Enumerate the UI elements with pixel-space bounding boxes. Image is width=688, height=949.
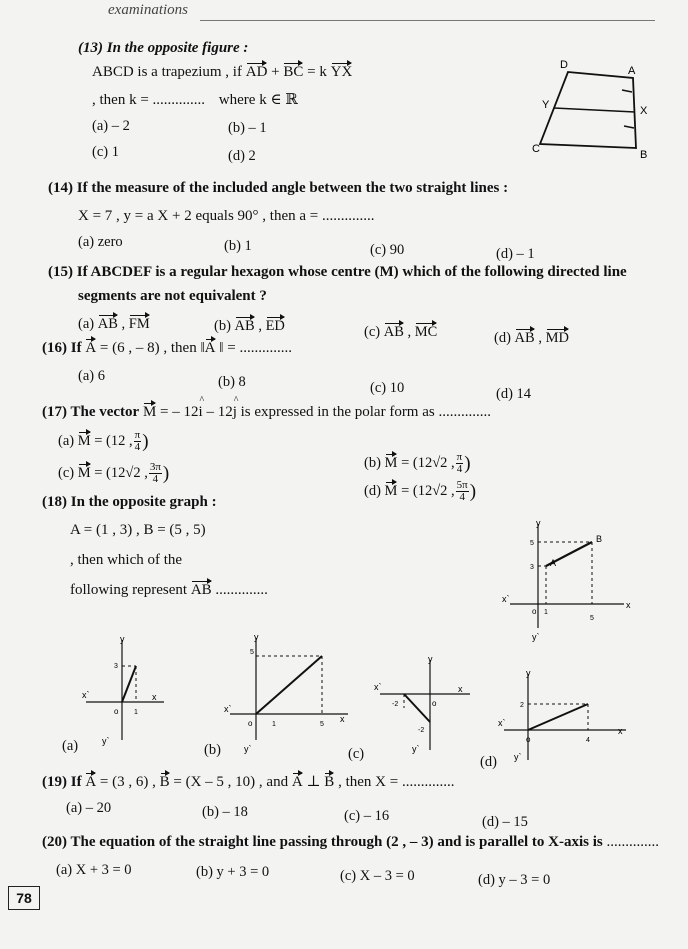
- axis-y: y: [428, 654, 433, 664]
- tick-1: 1: [134, 709, 138, 716]
- frac-num: π: [456, 451, 463, 463]
- q18-option-b-graph[interactable]: [216, 630, 356, 758]
- label-x: X: [640, 105, 648, 117]
- label-y: Y: [542, 99, 550, 111]
- q13-title: In the opposite figure :: [106, 40, 249, 56]
- q18-eq: A = (1 , 3) , B = (5 , 5): [70, 522, 206, 538]
- frac-num: 3π: [149, 461, 161, 473]
- fraction: [149, 462, 162, 485]
- q13-heading: [78, 40, 248, 57]
- vector-bc: BC: [283, 64, 304, 80]
- frac-den: 4: [459, 491, 465, 503]
- q15-text2: segments are not equivalent ?: [78, 288, 267, 304]
- vector: AB: [383, 324, 404, 340]
- option-label: (d): [494, 330, 511, 346]
- q20-option-b[interactable]: (b) y + 3 = 0: [196, 864, 270, 880]
- vector-m: M: [384, 482, 398, 499]
- q13-then: , then k =: [92, 92, 149, 108]
- vector: AB: [97, 316, 118, 332]
- option-label: (b): [364, 454, 381, 471]
- q13-option-a[interactable]: (a) – 2: [92, 118, 130, 134]
- origin: o: [532, 607, 537, 616]
- q16-line: [42, 340, 292, 357]
- q18-option-a-label[interactable]: (a): [62, 738, 79, 754]
- answer-blank[interactable]: ..............: [152, 92, 206, 108]
- q18-main-graph: [496, 516, 646, 644]
- axis-xp: x`: [224, 704, 232, 714]
- axis-y: y: [254, 632, 259, 642]
- tick-1: 1: [272, 721, 276, 728]
- q17-option-c[interactable]: [58, 462, 169, 485]
- vector-ad: AD: [245, 64, 268, 80]
- option-text: = (12√2 ,: [94, 464, 148, 481]
- q18-line2: , then which of the: [70, 552, 183, 568]
- q16-number: (16) If: [42, 340, 82, 356]
- option-label: (a): [58, 432, 75, 449]
- vector-a: A: [204, 340, 216, 356]
- vector: MC: [414, 324, 438, 340]
- q16-option-b[interactable]: (b) 8: [218, 374, 246, 390]
- axis-xp: x`: [82, 690, 90, 700]
- unit-j: ^ j: [233, 404, 237, 421]
- plus-sign: +: [271, 64, 280, 80]
- point-a: A: [550, 558, 557, 568]
- q18-option-d-label[interactable]: (d): [480, 754, 497, 770]
- axis-xp: x`: [498, 718, 506, 728]
- q13-line1: [92, 64, 352, 81]
- q18-line3: [70, 582, 268, 599]
- q13-line2: [92, 90, 298, 109]
- axis-x: x: [152, 692, 157, 702]
- q14-option-b[interactable]: (b) 1: [224, 238, 252, 254]
- option-label: (c): [364, 324, 381, 340]
- page-header: examinations: [108, 2, 188, 18]
- q19-option-a[interactable]: (a) – 20: [66, 800, 112, 816]
- q16-option-a[interactable]: (a) 6: [78, 368, 105, 384]
- q15-option-b[interactable]: [214, 318, 285, 335]
- tick-5y: 5: [530, 540, 534, 547]
- perpendicular-symbol: ⊥: [306, 774, 321, 790]
- option-text: = (12√2 ,: [401, 482, 455, 499]
- axis-x: x: [626, 600, 631, 610]
- vector-m: M: [142, 404, 157, 420]
- axis-yp: y`: [514, 752, 522, 762]
- comma: ,: [407, 324, 412, 340]
- tick-2: 2: [520, 702, 524, 709]
- axis-x: x: [458, 684, 463, 694]
- q13-option-c[interactable]: (c) 1: [92, 144, 119, 160]
- q13-option-b[interactable]: (b) – 1: [228, 120, 267, 136]
- q20-option-c[interactable]: (c) X – 3 = 0: [340, 868, 415, 884]
- q19-post: , then X =: [338, 774, 399, 790]
- close-paren: ): [464, 452, 471, 474]
- q17-mid: – 12: [206, 404, 233, 420]
- trapezium-figure: [528, 54, 678, 164]
- q16-eq: = (6 , – 8) , then ‖: [99, 340, 205, 356]
- q19-option-d[interactable]: (d) – 15: [482, 814, 528, 830]
- q20-text: (20) The equation of the straight line passing through (2 , – 3) and is parallel to X-axis is: [42, 834, 603, 850]
- vector: AB: [514, 330, 535, 346]
- tick-3: 3: [530, 564, 534, 571]
- unit-i: ^ i: [199, 404, 203, 421]
- vector-a: A: [85, 340, 97, 356]
- tick-neg2-x: -2: [392, 701, 399, 708]
- vector: AB: [234, 318, 255, 334]
- label-a: A: [628, 65, 636, 77]
- q19-mid2: = (X – 5 , 10) , and: [173, 774, 289, 790]
- tick-4: 4: [586, 737, 590, 744]
- answer-blank[interactable]: ..............: [215, 582, 268, 598]
- q19-option-b[interactable]: (b) – 18: [202, 804, 248, 820]
- q15-option-d[interactable]: [494, 330, 569, 347]
- close-paren: ): [142, 430, 149, 452]
- q19-option-c[interactable]: (c) – 16: [344, 808, 390, 824]
- q14-eq2: y = a X + 2: [123, 208, 192, 224]
- q18-option-c-label[interactable]: (c): [348, 746, 365, 762]
- origin: o: [248, 719, 253, 728]
- axis-x: x: [340, 714, 345, 724]
- q17-line: [42, 404, 491, 421]
- axis-yp: y`: [412, 744, 420, 754]
- axis-xp: x`: [374, 682, 382, 692]
- option-label: (a): [78, 316, 95, 332]
- q16-option-d[interactable]: (d) 14: [496, 386, 532, 402]
- option-label: (b): [214, 318, 231, 334]
- q18-option-b-label[interactable]: (b): [204, 742, 221, 758]
- equals-k: = k: [307, 64, 327, 80]
- vector-yx: YX: [330, 64, 353, 80]
- vector: MD: [545, 330, 569, 346]
- axis-y: y: [536, 518, 541, 528]
- close-paren: ): [469, 480, 477, 502]
- q14-sep: ,: [116, 208, 120, 224]
- q14-text2: equals 90° , then a =: [195, 208, 319, 224]
- label-c: C: [532, 143, 540, 155]
- q13-text: ABCD is a trapezium , if: [92, 64, 242, 80]
- vector: ED: [265, 318, 285, 334]
- origin: o: [432, 699, 437, 708]
- q18-option-c-graph[interactable]: [364, 652, 484, 760]
- origin: o: [526, 735, 531, 744]
- vector-a: A: [85, 774, 97, 790]
- frac-num: π: [134, 429, 141, 441]
- vector: FM: [128, 316, 150, 332]
- vector-a: A: [291, 774, 303, 790]
- axis-xp: x`: [502, 594, 510, 604]
- vector-ab: AB: [190, 582, 212, 598]
- axis-yp: y`: [532, 632, 540, 642]
- axis-y: y: [526, 668, 531, 678]
- label-d: D: [560, 59, 568, 71]
- answer-blank[interactable]: ..............: [239, 340, 292, 356]
- vector-b: B: [324, 774, 335, 790]
- vector-b: B: [159, 774, 170, 790]
- q20-option-a[interactable]: (a) X + 3 = 0: [56, 862, 132, 878]
- axis-x: x: [618, 726, 623, 736]
- q15-option-a[interactable]: [78, 316, 150, 333]
- q13-option-d[interactable]: (d) 2: [228, 148, 256, 164]
- comma: ,: [121, 316, 126, 332]
- tick-5: 5: [320, 721, 324, 728]
- q17-post: is expressed in the polar form as: [240, 404, 435, 420]
- q13-where: where k ∈ ℝ: [218, 92, 298, 108]
- origin: o: [114, 707, 119, 716]
- answer-blank[interactable]: ..............: [401, 774, 455, 790]
- q17-option-b[interactable]: [364, 452, 471, 475]
- option-text: = (12√2 ,: [401, 454, 455, 471]
- close-paren: ): [162, 462, 170, 484]
- q18-option-d-graph[interactable]: [490, 668, 640, 768]
- vector-m: M: [77, 432, 91, 449]
- frac-den: 4: [152, 473, 159, 485]
- answer-blank[interactable]: ..............: [438, 404, 491, 420]
- q14-option-a[interactable]: (a) zero: [78, 234, 123, 250]
- tick-1: 1: [544, 609, 548, 616]
- answer-blank[interactable]: ..............: [606, 834, 659, 850]
- q14-option-d[interactable]: (d) – 1: [496, 246, 535, 262]
- q14-text: (14) If the measure of the included angle between the two straight lines :: [48, 180, 509, 196]
- q15-option-c[interactable]: [364, 324, 437, 341]
- q19-line: [42, 772, 454, 791]
- q20-line: [42, 834, 659, 851]
- tick-5y: 5: [250, 649, 254, 656]
- q18-text: following represent: [70, 582, 188, 598]
- header-rule: [200, 20, 655, 21]
- frac-den: 4: [134, 441, 141, 453]
- page-number: 78: [8, 886, 40, 910]
- option-text: = (12 ,: [94, 432, 133, 449]
- frac-den: 4: [456, 463, 463, 475]
- q14-option-c[interactable]: (c) 90: [370, 242, 405, 258]
- axis-y: y: [120, 634, 125, 644]
- fraction: [456, 452, 464, 475]
- q17-option-d[interactable]: [364, 480, 476, 503]
- vector-m: M: [384, 454, 398, 471]
- answer-blank[interactable]: ..............: [321, 208, 375, 224]
- label-b: B: [640, 149, 648, 161]
- option-label: (c): [58, 464, 75, 481]
- q19-number: (19) If: [42, 774, 82, 790]
- comma: ,: [538, 330, 542, 346]
- comma: ,: [258, 318, 262, 334]
- q14-eq1: X = 7: [78, 208, 113, 224]
- vector-m: M: [77, 464, 91, 481]
- q14-line2: [78, 208, 374, 225]
- q16-norm: ‖ =: [219, 340, 236, 356]
- q17-eq: = – 12: [160, 404, 199, 420]
- q17-option-a[interactable]: [58, 430, 149, 453]
- q15-text1: (15) If ABCDEF is a regular hexagon whose centre (M) which of the following directed line: [48, 264, 627, 280]
- frac-num: 5π: [456, 479, 468, 491]
- q19-mid1: = (3 , 6) ,: [99, 774, 156, 790]
- tick-3: 3: [114, 663, 118, 670]
- point-b: B: [596, 534, 603, 544]
- fraction: [134, 430, 142, 453]
- q20-option-d[interactable]: (d) y – 3 = 0: [478, 872, 551, 888]
- q16-option-c[interactable]: (c) 10: [370, 380, 405, 396]
- tick-neg2-y: -2: [418, 727, 425, 734]
- q18-title: (18) In the opposite graph :: [42, 494, 217, 510]
- tick-5: 5: [590, 615, 594, 622]
- axis-yp: y`: [102, 736, 110, 746]
- option-label: (d): [364, 482, 381, 499]
- fraction: [456, 480, 469, 503]
- q17-text: (17) The vector: [42, 404, 140, 420]
- axis-yp: y`: [244, 744, 252, 754]
- q13-number: (13): [78, 40, 103, 56]
